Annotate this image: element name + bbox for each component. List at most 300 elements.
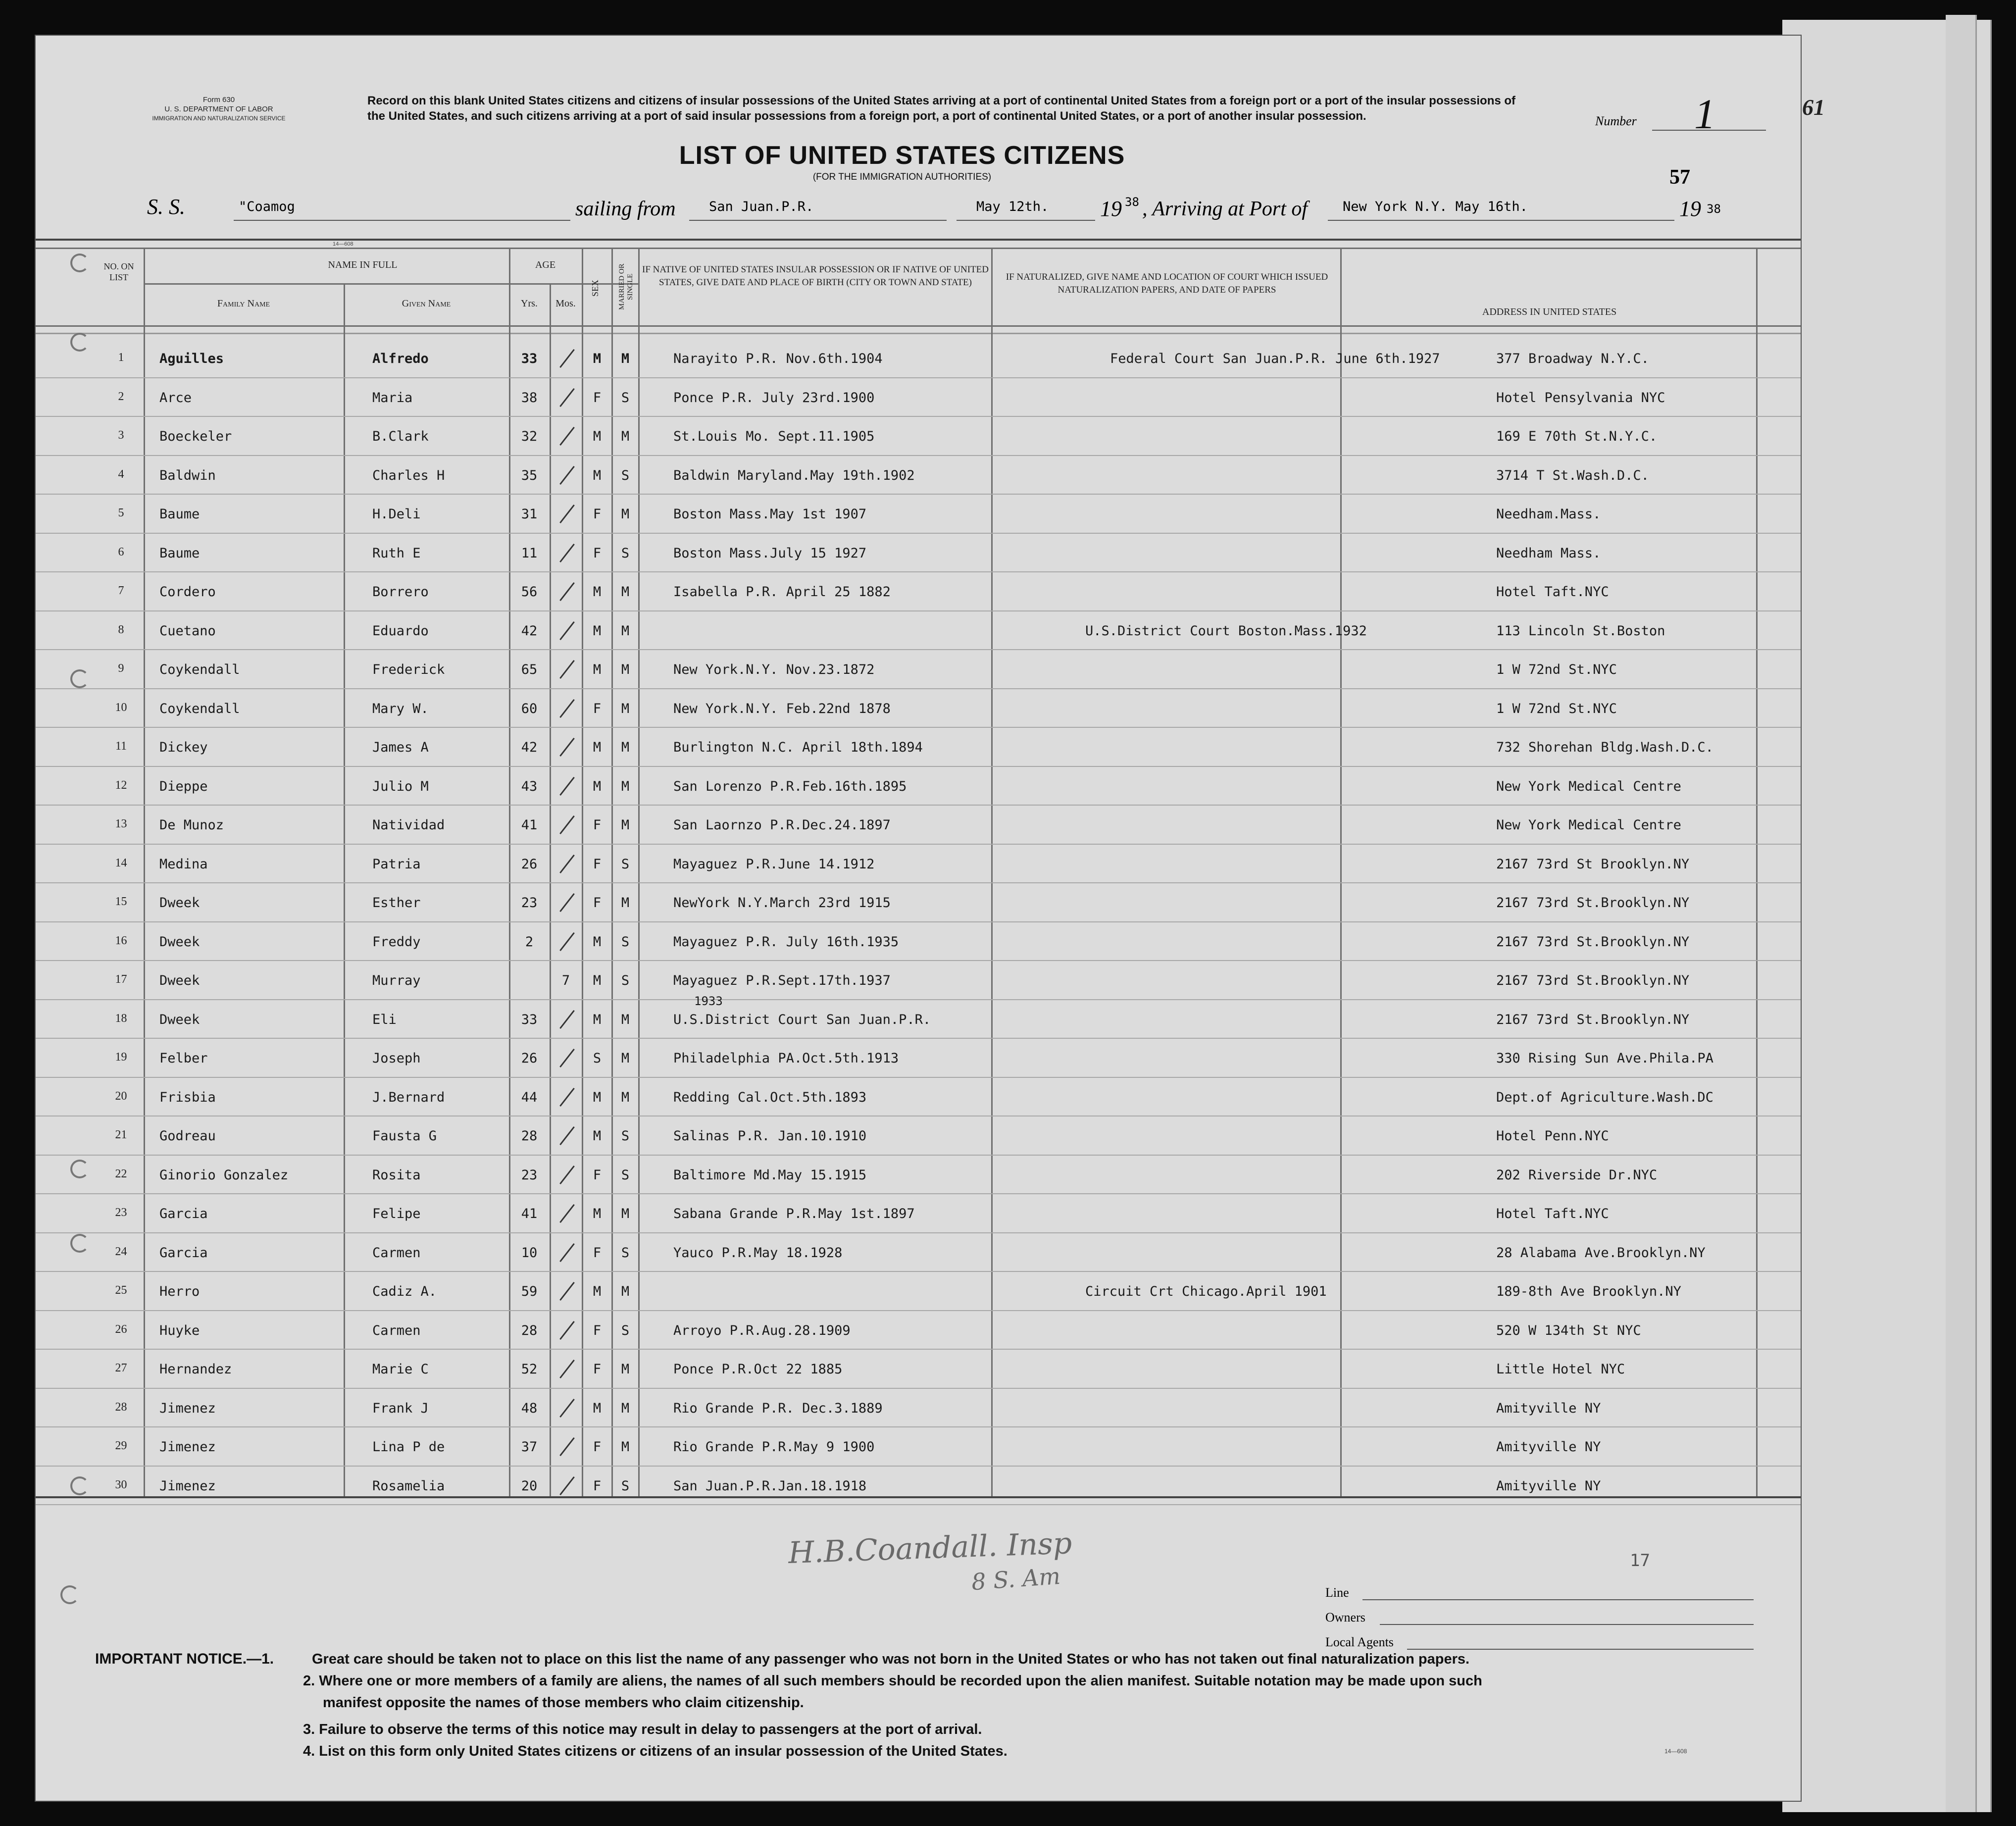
cell-yrs: 10 bbox=[521, 1245, 538, 1261]
check-mark bbox=[559, 932, 575, 951]
header-address: ADDRESS IN UNITED STATES bbox=[1482, 306, 1617, 317]
check-mark bbox=[559, 1398, 575, 1417]
header-age: AGE bbox=[535, 259, 556, 270]
cell-addr: 169 E 70th St.N.Y.C. bbox=[1496, 429, 1658, 444]
cell-family: Aguilles bbox=[159, 351, 224, 366]
cell-birth: Rio Grande P.R. Dec.3.1889 bbox=[673, 1400, 883, 1416]
cell-family: Dickey bbox=[159, 740, 208, 755]
cell-birth: Arroyo P.R.Aug.28.1909 bbox=[673, 1322, 851, 1338]
cell-ms: M bbox=[621, 584, 630, 600]
cell-ms: M bbox=[621, 623, 630, 639]
binder-hole bbox=[70, 1234, 89, 1253]
check-mark bbox=[559, 893, 575, 912]
cell-sex: F bbox=[593, 895, 602, 911]
cell-sex: F bbox=[593, 1322, 602, 1338]
cell-no: 27 bbox=[115, 1362, 127, 1374]
cell-ms: M bbox=[621, 1089, 630, 1105]
row-rule bbox=[36, 805, 1801, 806]
cell-ms: M bbox=[621, 778, 630, 794]
cell-sex: S bbox=[593, 1051, 602, 1066]
cell-family: Godreau bbox=[159, 1128, 216, 1144]
cell-no: 28 bbox=[115, 1400, 127, 1414]
header-sex: SEX bbox=[590, 280, 600, 297]
row-rule bbox=[36, 1310, 1801, 1311]
cell-addr: 377 Broadway N.Y.C. bbox=[1496, 351, 1649, 366]
cell-given: Frederick bbox=[372, 662, 445, 677]
cell-sex: M bbox=[593, 740, 602, 755]
cell-addr: Hotel Taft.NYC bbox=[1496, 1206, 1609, 1221]
table-row bbox=[36, 1234, 1801, 1273]
arrival-info: New York N.Y. May 16th. bbox=[1343, 199, 1528, 214]
cell-addr: New York Medical Centre bbox=[1496, 817, 1681, 833]
cell-sex: M bbox=[593, 467, 602, 483]
row-rule bbox=[36, 766, 1801, 767]
department: U. S. DEPARTMENT OF LABOR bbox=[164, 105, 273, 113]
cell-birth: Ponce P.R. July 23rd.1900 bbox=[673, 390, 875, 406]
cell-ms: M bbox=[621, 1284, 630, 1299]
cell-sex: M bbox=[593, 934, 602, 950]
cell-no: 4 bbox=[118, 467, 124, 481]
ss-label: S. S. bbox=[147, 195, 185, 219]
arrival-line bbox=[1328, 220, 1674, 221]
table-row bbox=[36, 962, 1801, 1001]
cell-given: Eduardo bbox=[372, 623, 429, 639]
cell-no: 11 bbox=[115, 740, 127, 753]
cell-birth: Rio Grande P.R.May 9 1900 bbox=[673, 1439, 875, 1455]
cell-sex: F bbox=[593, 1245, 602, 1261]
arrival-year: 38 bbox=[1707, 202, 1721, 216]
cell-family: Dweek bbox=[159, 1012, 200, 1027]
cell-nat: Federal Court San Juan.P.R. June 6th.1927 bbox=[1110, 351, 1440, 366]
cell-sex: F bbox=[593, 507, 602, 522]
cell-family: Dweek bbox=[159, 973, 200, 988]
cell-given: Natividad bbox=[372, 817, 445, 833]
cell-birth: San Laornzo P.R.Dec.24.1897 bbox=[673, 817, 891, 833]
cell-family: Baume bbox=[159, 545, 200, 561]
cell-given: Ruth E bbox=[372, 545, 421, 561]
row-rule bbox=[36, 377, 1801, 378]
table-row bbox=[36, 612, 1801, 651]
check-mark bbox=[559, 621, 575, 640]
check-mark bbox=[559, 505, 575, 523]
table-row bbox=[36, 1468, 1801, 1506]
cell-sex: F bbox=[593, 817, 602, 833]
cell-addr: 330 Rising Sun Ave.Phila.PA bbox=[1496, 1051, 1714, 1066]
cell-given: Eli bbox=[372, 1012, 397, 1027]
cell-birth: Mayaguez P.R.June 14.1912 bbox=[673, 856, 875, 872]
service: IMMIGRATION AND NATURALIZATION SERVICE bbox=[152, 115, 286, 122]
cell-given: Felipe bbox=[372, 1206, 421, 1221]
table-row bbox=[36, 1273, 1801, 1312]
table-row bbox=[36, 923, 1801, 962]
page-edge-2 bbox=[1946, 15, 1977, 1812]
check-mark bbox=[559, 388, 575, 406]
notice-3: 3. Failure to observe the terms of this notice may result in delay to passengers at the port of arrival. bbox=[303, 1722, 982, 1737]
cell-no: 29 bbox=[115, 1439, 127, 1452]
cell-no: 3 bbox=[118, 429, 124, 442]
cell-birth: Ponce P.R.Oct 22 1885 bbox=[673, 1362, 843, 1377]
cell-birth: Baldwin Maryland.May 19th.1902 bbox=[673, 467, 915, 483]
cell-ms: M bbox=[621, 507, 630, 522]
cell-ms: S bbox=[621, 1322, 630, 1338]
cell-given: Alfredo bbox=[372, 351, 429, 366]
sailing-year: 38 bbox=[1125, 195, 1139, 209]
cell-birth: Boston Mass.July 15 1927 bbox=[673, 545, 867, 561]
table-row bbox=[36, 884, 1801, 923]
cell-sex: M bbox=[593, 429, 602, 444]
manifest-sheet bbox=[35, 35, 1802, 1802]
cell-addr: 189-8th Ave Brooklyn.NY bbox=[1496, 1284, 1681, 1299]
cell-sex: M bbox=[593, 1206, 602, 1221]
table-row bbox=[36, 1428, 1801, 1467]
check-mark bbox=[559, 738, 575, 757]
cell-no: 5 bbox=[118, 507, 124, 519]
cell-family: De Munoz bbox=[159, 817, 224, 833]
cell-ms: M bbox=[621, 701, 630, 716]
cell-birth: Isabella P.R. April 25 1882 bbox=[673, 584, 891, 600]
cell-ms: S bbox=[621, 973, 630, 988]
cell-given: Julio M bbox=[372, 778, 429, 794]
cell-ms: M bbox=[621, 817, 630, 833]
cell-mos: 7 bbox=[561, 973, 570, 988]
cell-sex: M bbox=[593, 662, 602, 677]
cell-yrs: 28 bbox=[521, 1322, 538, 1338]
cell-yrs: 23 bbox=[521, 895, 538, 911]
cell-yrs: 52 bbox=[521, 1362, 538, 1377]
binder-hole bbox=[70, 1476, 89, 1495]
table-row bbox=[36, 496, 1801, 534]
cell-addr: Hotel Taft.NYC bbox=[1496, 584, 1609, 600]
cell-no: 24 bbox=[115, 1245, 127, 1258]
cell-yrs: 20 bbox=[521, 1478, 538, 1494]
cell-no: 1 bbox=[118, 351, 124, 364]
check-mark bbox=[559, 1087, 575, 1106]
notice-1: Great care should be taken not to place on this list the name of any passenger who was not born in the United States or who has not taken out final naturalization papers. bbox=[312, 1651, 1470, 1667]
table-row bbox=[36, 651, 1801, 690]
cell-no: 2 bbox=[118, 390, 124, 403]
cell-family: Coykendall bbox=[159, 701, 240, 716]
cell-sex: M bbox=[593, 623, 602, 639]
check-mark bbox=[559, 1282, 575, 1301]
header-top-rule bbox=[36, 248, 1801, 249]
check-mark bbox=[559, 815, 575, 834]
cell-birth: Redding Cal.Oct.5th.1893 bbox=[673, 1089, 867, 1105]
row-rule bbox=[36, 1193, 1801, 1194]
cell-no: 20 bbox=[115, 1089, 127, 1103]
cell-family: Herro bbox=[159, 1284, 200, 1299]
row-rule bbox=[36, 727, 1801, 728]
cell-yrs: 26 bbox=[521, 856, 538, 872]
cell-given: Rosamelia bbox=[372, 1478, 445, 1494]
agents-label: Local Agents bbox=[1325, 1635, 1394, 1649]
row-rule bbox=[36, 1232, 1801, 1233]
cell-family: Garcia bbox=[159, 1206, 208, 1221]
cell-ms: M bbox=[621, 1012, 630, 1027]
cell-addr: 2167 73rd St.Brooklyn.NY bbox=[1496, 934, 1690, 950]
cell-sex: M bbox=[593, 973, 602, 988]
cell-addr: Amityville NY bbox=[1496, 1439, 1601, 1455]
cell-no: 18 bbox=[115, 1012, 127, 1025]
cell-ms: M bbox=[621, 1439, 630, 1455]
row-rule bbox=[36, 999, 1801, 1000]
cell-addr: 113 Lincoln St.Boston bbox=[1496, 623, 1665, 639]
check-mark bbox=[559, 699, 575, 717]
form-number: Form 630 bbox=[202, 96, 235, 104]
cell-yrs: 35 bbox=[521, 467, 538, 483]
cell-no: 25 bbox=[115, 1284, 127, 1297]
cell-no: 26 bbox=[115, 1322, 127, 1336]
form-instruction: Record on this blank United States citizens and citizens of insular possessions of the United States arriving at a port of continental United States from a foreign port or a port of the insular possessions of the United States, and such citizens arriving at a port of said insular possessions from a foreign port, a port of continental United States, or a port of another insular possession. bbox=[367, 94, 1516, 123]
check-mark bbox=[559, 1165, 575, 1184]
cell-ms: M bbox=[621, 1051, 630, 1066]
cell-ms: M bbox=[621, 662, 630, 677]
cell-family: Dweek bbox=[159, 895, 200, 911]
cell-sex: F bbox=[593, 856, 602, 872]
header-family-name: Family Name bbox=[217, 298, 270, 309]
arriving-label: , Arriving at Port of bbox=[1142, 198, 1308, 220]
row-rule bbox=[36, 921, 1801, 922]
cell-ms: M bbox=[621, 429, 630, 444]
cell-given: Cadiz A. bbox=[372, 1284, 437, 1299]
cell-no: 16 bbox=[115, 934, 127, 947]
cell-ms: S bbox=[621, 390, 630, 406]
cell-sex: M bbox=[593, 1012, 602, 1027]
cell-family: Felber bbox=[159, 1051, 208, 1066]
header-mos: Mos. bbox=[555, 298, 576, 309]
cell-sex: F bbox=[593, 1478, 602, 1494]
cell-family: Jimenez bbox=[159, 1400, 216, 1416]
cell-yrs: 43 bbox=[521, 778, 538, 794]
number-value: 1 bbox=[1694, 90, 1715, 138]
cell-birth: Mayaguez P.R.Sept.17th.1937 bbox=[673, 973, 891, 988]
header-no: NO. ON LIST bbox=[103, 261, 134, 282]
cell-yrs: 44 bbox=[521, 1089, 538, 1105]
cell-yrs: 28 bbox=[521, 1128, 538, 1144]
cell-addr: 3714 T St.Wash.D.C. bbox=[1496, 467, 1649, 483]
row-rule bbox=[36, 649, 1801, 650]
document-subtitle: (FOR THE IMMIGRATION AUTHORITIES) bbox=[812, 172, 992, 182]
cell-no: 15 bbox=[115, 895, 127, 908]
cell-family: Jimenez bbox=[159, 1439, 216, 1455]
cell-no: 23 bbox=[115, 1206, 127, 1219]
check-mark bbox=[559, 582, 575, 601]
cell-addr: Little Hotel NYC bbox=[1496, 1362, 1625, 1377]
cell-addr: 2167 73rd St.Brooklyn.NY bbox=[1496, 895, 1690, 911]
row-rule bbox=[36, 610, 1801, 611]
sailing-date: May 12th. bbox=[976, 199, 1049, 214]
check-mark bbox=[559, 465, 575, 484]
ship-name: "Coamog bbox=[239, 199, 295, 214]
cell-family: Cordero bbox=[159, 584, 216, 600]
cell-given: Charles H bbox=[372, 467, 445, 483]
table-row bbox=[36, 418, 1801, 456]
cell-no: 21 bbox=[115, 1128, 127, 1141]
check-mark bbox=[559, 776, 575, 795]
line-fill bbox=[1362, 1599, 1754, 1600]
cell-sex: M bbox=[593, 351, 602, 366]
cell-family: Hernandez bbox=[159, 1362, 232, 1377]
sailing-label: sailing from bbox=[575, 198, 676, 220]
cell-birth: San Juan.P.R.Jan.18.1918 bbox=[673, 1478, 867, 1494]
cell-birth: Salinas P.R. Jan.10.1910 bbox=[673, 1128, 867, 1144]
binder-hole bbox=[70, 669, 89, 688]
cell-family: Dieppe bbox=[159, 778, 208, 794]
notice-2b: manifest opposite the names of those members who claim citizenship. bbox=[323, 1695, 804, 1711]
cell-given: Carmen bbox=[372, 1322, 421, 1338]
cell-birth: Yauco P.R.May 18.1928 bbox=[673, 1245, 843, 1261]
cell-birth: Sabana Grande P.R.May 1st.1897 bbox=[673, 1206, 915, 1221]
cell-birth: NewYork N.Y.March 23rd 1915 bbox=[673, 895, 891, 911]
cell-given: Joseph bbox=[372, 1051, 421, 1066]
cell-addr: New York Medical Centre bbox=[1496, 778, 1681, 794]
header-naturalized: IF NATURALIZED, GIVE NAME AND LOCATION OF COURT WHICH ISSUED NATURALIZATION PAPERS, AND DATE OF PAPERS bbox=[1006, 272, 1328, 295]
table-row bbox=[36, 1312, 1801, 1351]
notice-lead: IMPORTANT NOTICE.—1. bbox=[95, 1651, 274, 1667]
year-prefix: 19 bbox=[1100, 197, 1122, 221]
owners-fill bbox=[1380, 1624, 1754, 1625]
inspector-signature: H.B.Coandall. Insp bbox=[787, 1526, 1073, 1571]
header-yrs: Yrs. bbox=[521, 298, 538, 309]
row-rule bbox=[36, 882, 1801, 883]
cell-family: Baume bbox=[159, 507, 200, 522]
cell-no: 14 bbox=[115, 856, 127, 869]
cell-given: Borrero bbox=[372, 584, 429, 600]
cell-birth: San Lorenzo P.R.Feb.16th.1895 bbox=[673, 778, 907, 794]
body-top-rule bbox=[36, 333, 1801, 334]
cell-sex: M bbox=[593, 1284, 602, 1299]
cell-ms: S bbox=[621, 1478, 630, 1494]
cell-yrs: 33 bbox=[521, 351, 538, 366]
table-row bbox=[36, 846, 1801, 884]
cell-ms: S bbox=[621, 1245, 630, 1261]
cell-sex: M bbox=[593, 1400, 602, 1416]
cell-no: 10 bbox=[115, 701, 127, 714]
cell-given: J.Bernard bbox=[372, 1089, 445, 1105]
cell-given: Frank J bbox=[372, 1400, 429, 1416]
cell-given: Freddy bbox=[372, 934, 421, 950]
cell-given: Carmen bbox=[372, 1245, 421, 1261]
cell-ms: S bbox=[621, 545, 630, 561]
row-rule bbox=[36, 844, 1801, 845]
binder-hole bbox=[60, 1585, 79, 1604]
header-given-name: Given Name bbox=[402, 298, 451, 309]
cell-family: Frisbia bbox=[159, 1089, 216, 1105]
cell-ms: M bbox=[621, 895, 630, 911]
cell-yrs: 41 bbox=[521, 817, 538, 833]
cell-yrs: 26 bbox=[521, 1051, 538, 1066]
binder-hole bbox=[70, 254, 89, 272]
form-id-block bbox=[115, 95, 323, 123]
page-mark: 57 bbox=[1669, 166, 1690, 189]
table-row bbox=[36, 457, 1801, 496]
cell-family: Arce bbox=[159, 390, 192, 406]
check-mark bbox=[559, 1049, 575, 1067]
check-mark bbox=[559, 1010, 575, 1028]
cell-no: 22 bbox=[115, 1167, 127, 1180]
check-mark bbox=[559, 660, 575, 679]
small-code: 14—608 bbox=[333, 241, 353, 247]
cell-given: James A bbox=[372, 740, 429, 755]
cell-sex: M bbox=[593, 584, 602, 600]
table-row bbox=[36, 690, 1801, 729]
table-row bbox=[36, 379, 1801, 418]
cell-given: Marie C bbox=[372, 1362, 429, 1377]
corner-mark: 61 bbox=[1802, 95, 1825, 120]
cell-yrs: 56 bbox=[521, 584, 538, 600]
initials: 8 S. Am bbox=[970, 1562, 1061, 1596]
cell-addr: Hotel Penn.NYC bbox=[1496, 1128, 1609, 1144]
cell-sex: M bbox=[593, 778, 602, 794]
cell-sex: F bbox=[593, 390, 602, 406]
header-name-in-full: NAME IN FULL bbox=[328, 259, 398, 270]
header-bottom-rule bbox=[36, 325, 1801, 327]
cell-yrs: 59 bbox=[521, 1284, 538, 1299]
check-mark bbox=[559, 1126, 575, 1145]
cell-birth: Mayaguez P.R. July 16th.1935 bbox=[673, 934, 899, 950]
cell-family: Ginorio Gonzalez bbox=[159, 1167, 289, 1183]
cell-family: Dweek bbox=[159, 934, 200, 950]
cell-given: Patria bbox=[372, 856, 421, 872]
name-subheader-rule bbox=[144, 283, 639, 285]
cell-given: Fausta G bbox=[372, 1128, 437, 1144]
cell-sex: M bbox=[593, 1089, 602, 1105]
check-mark bbox=[559, 1476, 575, 1495]
row-rule bbox=[36, 494, 1801, 495]
page-count: 17 bbox=[1630, 1551, 1650, 1571]
cell-addr: 202 Riverside Dr.NYC bbox=[1496, 1167, 1658, 1183]
cell-yrs: 60 bbox=[521, 701, 538, 716]
cell-birth: Narayito P.R. Nov.6th.1904 bbox=[673, 351, 883, 366]
row-rule bbox=[36, 1271, 1801, 1272]
cell-family: Cuetano bbox=[159, 623, 216, 639]
cell-given: H.Deli bbox=[372, 507, 421, 522]
cell-nat: Circuit Crt Chicago.April 1901 bbox=[1085, 1284, 1327, 1299]
cell-birth: Burlington N.C. April 18th.1894 bbox=[673, 740, 923, 755]
cell-no: 7 bbox=[118, 584, 124, 597]
check-mark bbox=[559, 854, 575, 873]
notice-4: 4. List on this form only United States citizens or citizens of an insular possession of the United States. bbox=[303, 1743, 1008, 1759]
cell-ms: S bbox=[621, 1128, 630, 1144]
cell-ms: S bbox=[621, 1167, 630, 1183]
binder-hole bbox=[70, 1160, 89, 1178]
cell-addr: Dept.of Agriculture.Wash.DC bbox=[1496, 1089, 1714, 1105]
cell-ms: M bbox=[621, 351, 630, 366]
cell-family: Garcia bbox=[159, 1245, 208, 1261]
table-row bbox=[36, 1157, 1801, 1195]
cell-family: Medina bbox=[159, 856, 208, 872]
cell-birth: St.Louis Mo. Sept.11.1905 bbox=[673, 429, 875, 444]
table-row bbox=[36, 1390, 1801, 1428]
cell-yrs: 23 bbox=[521, 1167, 538, 1183]
cell-ms: M bbox=[621, 1206, 630, 1221]
cell-family: Baldwin bbox=[159, 467, 216, 483]
cell-addr: Hotel Pensylvania NYC bbox=[1496, 390, 1665, 406]
cell-ms: S bbox=[621, 934, 630, 950]
row-rule bbox=[36, 1466, 1801, 1467]
header-married: MARRIED OR SINGLE bbox=[618, 263, 634, 310]
cell-given: Rosita bbox=[372, 1167, 421, 1183]
table-row bbox=[36, 1195, 1801, 1234]
cell-sex: F bbox=[593, 1167, 602, 1183]
cell-given: Esther bbox=[372, 895, 421, 911]
cell-no: 8 bbox=[118, 623, 124, 636]
line-label: Line bbox=[1325, 1585, 1349, 1600]
footer-code: 14—608 bbox=[1664, 1748, 1687, 1755]
cell-birth: Philadelphia PA.Oct.5th.1913 bbox=[673, 1051, 899, 1066]
cell-addr: Needham Mass. bbox=[1496, 545, 1601, 561]
row-rule bbox=[36, 1349, 1801, 1350]
table-row bbox=[36, 807, 1801, 845]
